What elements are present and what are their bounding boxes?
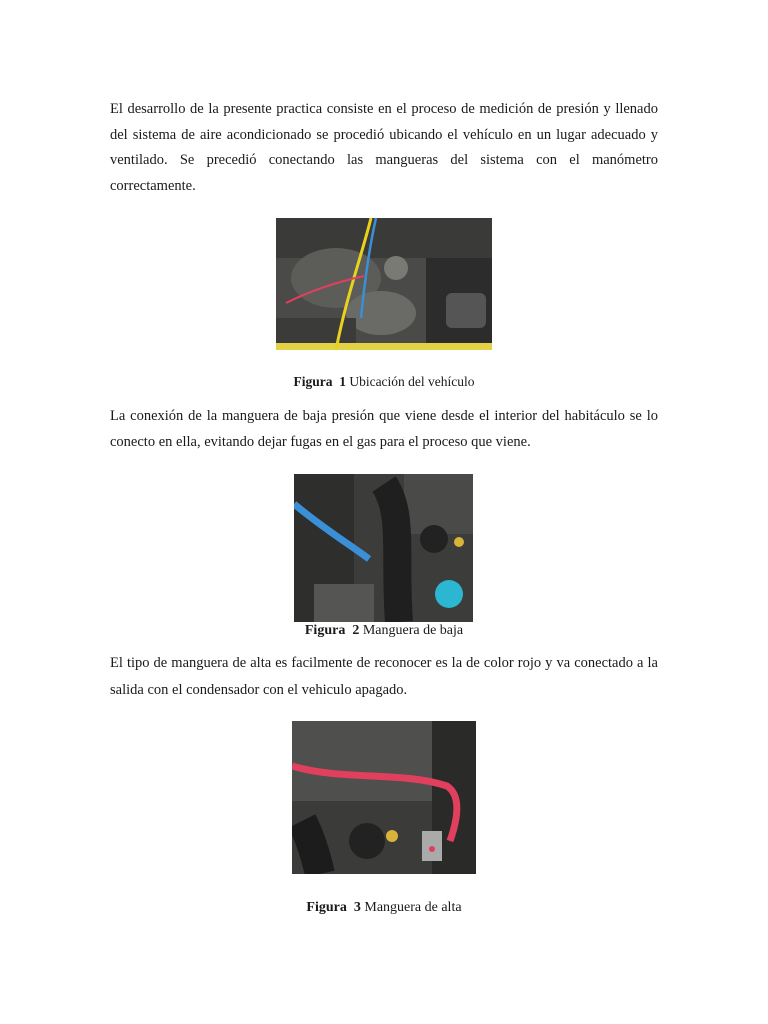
figure-2-text: Manguera de baja [362,623,464,638]
figure-3-label: Figura [306,900,347,915]
figure-1-text: Ubicación del vehículo [349,374,475,389]
paragraph-low-pressure: La conexión de la manguera de baja presión que viene desde el interior del habitáculo se lo conecto en ella, evitando dejar fugas en el gas para el proceso que viene. [110,408,658,450]
figure-3-text: Manguera de alta [364,900,462,915]
figure-3-caption [0,900,768,916]
figure-1-number: 1 [339,374,346,389]
figure-2-caption [0,623,768,639]
figure-2-label: Figura [304,623,346,638]
figure-3-number: 3 [353,900,361,915]
low-pressure-hose-image [294,474,473,622]
high-pressure-hose-image [292,721,476,874]
figure-2-photo [294,474,473,622]
figure-1-photo [276,218,492,350]
paragraph-intro: El desarrollo de la presente practica consiste en el proceso de medición de presión y llenado del sistema de aire acondicionado se procedió ubicando el vehículo en un lugar adecuado y ventilado. Se precedió conectando las mangueras del sistema con el manómetro correctamente. [110,101,658,194]
figure-2-number: 2 [352,623,360,638]
figure-3-photo [292,721,476,874]
figure-1-label: Figura [293,374,333,389]
paragraph-high-pressure: El tipo de manguera de alta es facilmente de reconocer es la de color rojo y va conectado a la salida con el condensador con el vehiculo apagado. [110,655,658,698]
figure-1-caption [0,374,768,390]
engine-bay-image [276,218,492,350]
